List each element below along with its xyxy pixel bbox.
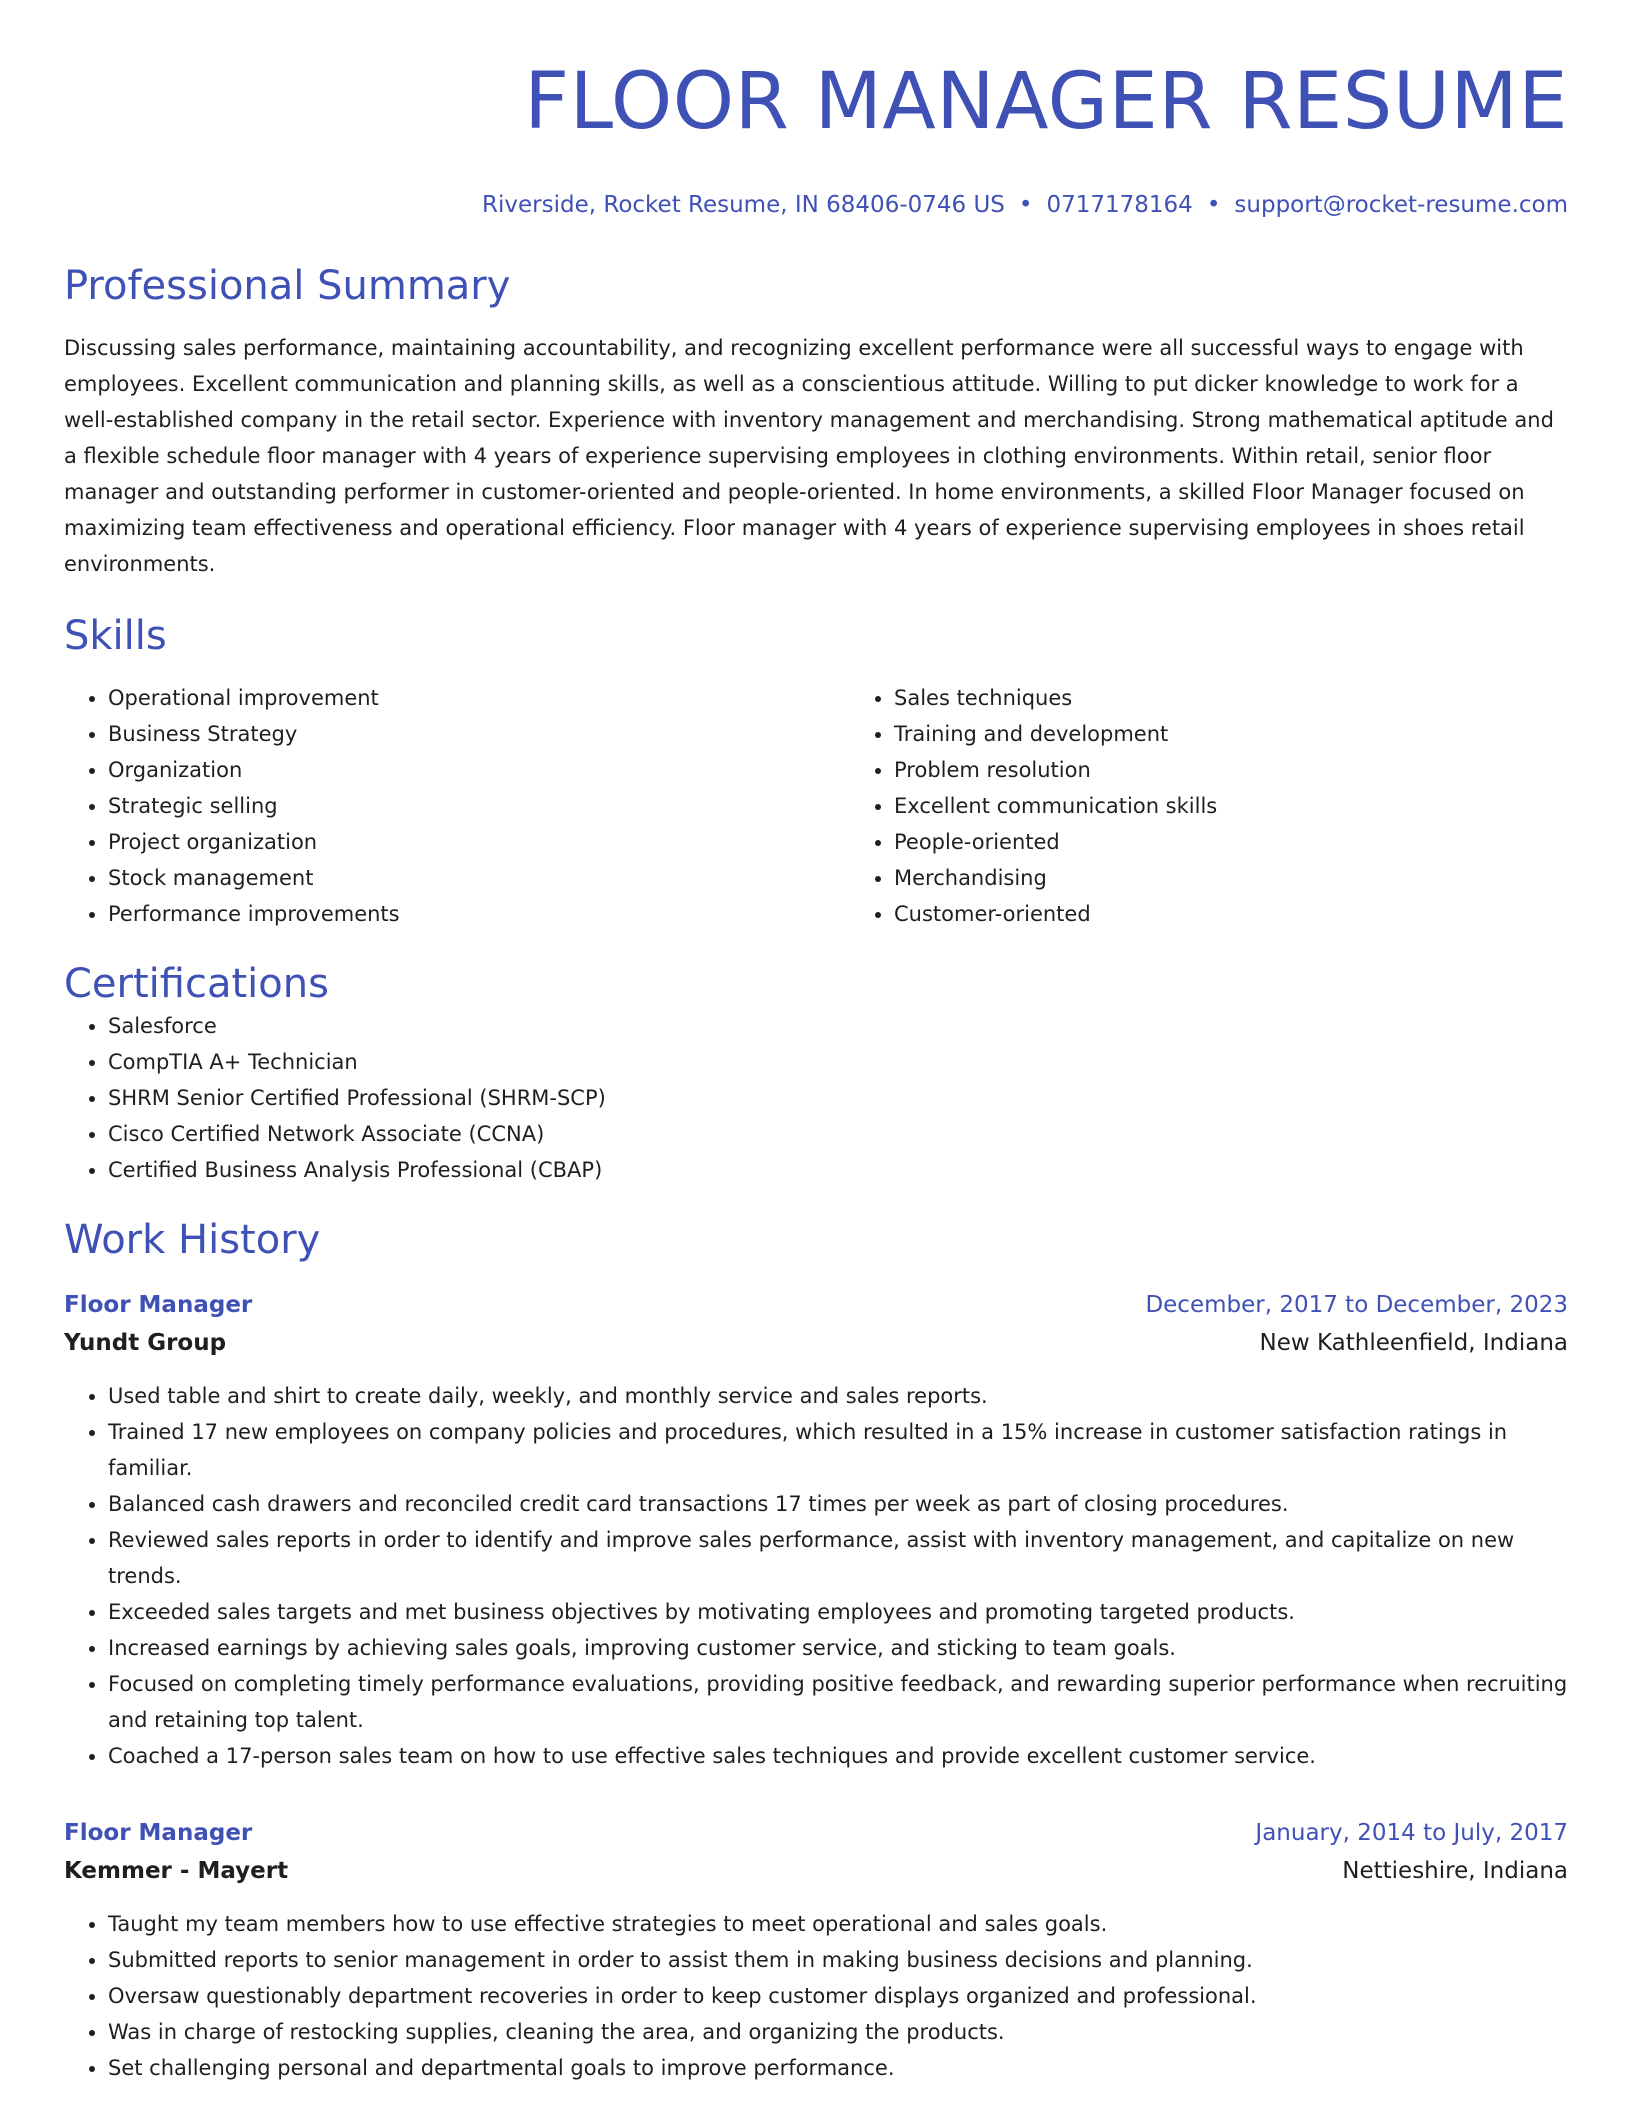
contact-line (64, 190, 1568, 220)
job-dates: December, 2017 to December, 2023 (1145, 1292, 1568, 1318)
job-location: Nettieshire, Indiana (1342, 1858, 1568, 1884)
job-bullet: • Focused on completing timely performance evaluations, providing positive feedback, and rewarding superior performance when recruiting and retaining top talent. (108, 1666, 1568, 1738)
work-history-heading: Work History (64, 1217, 321, 1263)
job-bullet: • Set challenging personal and departmental goals to improve performance. (108, 2050, 1568, 2086)
contact-separator: • (1018, 192, 1033, 218)
job-bullet: • Coached a 17-person sales team on how to use effective sales techniques and provide excellent customer service. (108, 1738, 1568, 1774)
job-role: Floor Manager (64, 1292, 253, 1318)
skill-item: • Performance improvements (108, 896, 850, 932)
contact-separator: • (1206, 192, 1221, 218)
skills-list-right (850, 680, 1632, 932)
skill-item: • Stock management (108, 860, 850, 896)
job-header-row (64, 1814, 1568, 1852)
skill-item: • Operational improvement (108, 680, 850, 716)
job-bullet: • Taught my team members how to use effective strategies to meet operational and sales goals. (108, 1906, 1568, 1942)
contact-address: Riverside, Rocket Resume, IN 68406-0746 US (482, 192, 1005, 218)
certifications-list (64, 1008, 1568, 1188)
skill-item: • Organization (108, 752, 850, 788)
skills-list-left (64, 680, 850, 932)
skill-item: • Strategic selling (108, 788, 850, 824)
job-dates: January, 2014 to July, 2017 (1255, 1820, 1568, 1846)
skill-item: • Customer-oriented (894, 896, 1632, 932)
summary-heading: Professional Summary (64, 263, 511, 309)
skills-heading: Skills (64, 613, 167, 659)
job-location: New Kathleenfield, Indiana (1259, 1330, 1568, 1356)
skill-item: • Project organization (108, 824, 850, 860)
job-entry (64, 1814, 1568, 2086)
job-entry (64, 1286, 1568, 1774)
skill-item: • Training and development (894, 716, 1632, 752)
certifications-heading: Certifications (64, 961, 329, 1007)
skill-item: • Merchandising (894, 860, 1632, 896)
job-bullets (64, 1906, 1568, 2086)
job-bullet: • Exceeded sales targets and met business objectives by motivating employees and promoting targeted products. (108, 1594, 1568, 1630)
job-header-row (64, 1286, 1568, 1324)
job-bullet: • Oversaw questionably department recoveries in order to keep customer displays organized and professional. (108, 1978, 1568, 2014)
certification-item: • CompTIA A+ Technician (108, 1044, 1568, 1080)
job-company-row (64, 1324, 1568, 1362)
job-bullet: • Reviewed sales reports in order to identify and improve sales performance, assist with inventory management, and capitalize on new trends. (108, 1522, 1568, 1594)
resume-title: FLOOR MANAGER RESUME (524, 57, 1568, 147)
job-bullets (64, 1378, 1568, 1774)
job-bullet: • Increased earnings by achieving sales goals, improving customer service, and sticking to team goals. (108, 1630, 1568, 1666)
certification-item: • Cisco Certified Network Associate (CCNA) (108, 1116, 1568, 1152)
certification-item: • SHRM Senior Certified Professional (SHRM-SCP) (108, 1080, 1568, 1116)
job-bullet: • Balanced cash drawers and reconciled credit card transactions 17 times per week as part of closing procedures. (108, 1486, 1568, 1522)
job-bullet: • Submitted reports to senior management in order to assist them in making business decisions and planning. (108, 1942, 1568, 1978)
skill-item: • Sales techniques (894, 680, 1632, 716)
certification-item: • Salesforce (108, 1008, 1568, 1044)
job-bullet: • Was in charge of restocking supplies, cleaning the area, and organizing the products. (108, 2014, 1568, 2050)
job-company: Yundt Group (64, 1330, 227, 1356)
job-bullet: • Used table and shirt to create daily, weekly, and monthly service and sales reports. (108, 1378, 1568, 1414)
skill-item: • Business Strategy (108, 716, 850, 752)
summary-text: Discussing sales performance, maintaining accountability, and recognizing excellent performance were all successful ways to engage with employees. Excellent communication and planning skills, as well as a conscientious attitude. Willing to put dicker knowledge to work for a well-established company in the retail sector. Experience with inventory management and merchandising. Strong mathematical aptitude and a flexible schedule floor manager with 4 years of experience supervising employees in clothing environments. Within retail, senior floor manager and outstanding performer in customer-oriented and people-oriented. In home environments, a skilled Floor Manager focused on maximizing team effectiveness and operational efficiency. Floor manager with 4 years of experience supervising employees in shoes retail environments. (64, 336, 1554, 576)
contact-phone: 0717178164 (1046, 192, 1193, 218)
skill-item: • Excellent communication skills (894, 788, 1632, 824)
contact-email[interactable]: support@rocket-resume.com (1234, 192, 1568, 218)
skill-item: • People-oriented (894, 824, 1632, 860)
job-company: Kemmer - Mayert (64, 1858, 289, 1884)
job-role: Floor Manager (64, 1820, 253, 1846)
skill-item: • Problem resolution (894, 752, 1632, 788)
skills-columns (64, 680, 1568, 932)
certification-item: • Certified Business Analysis Professional (CBAP) (108, 1152, 1568, 1188)
resume-page (64, 0, 1568, 2086)
job-company-row (64, 1852, 1568, 1890)
job-bullet: • Trained 17 new employees on company policies and procedures, which resulted in a 15% increase in customer satisfaction ratings in familiar. (108, 1414, 1568, 1486)
